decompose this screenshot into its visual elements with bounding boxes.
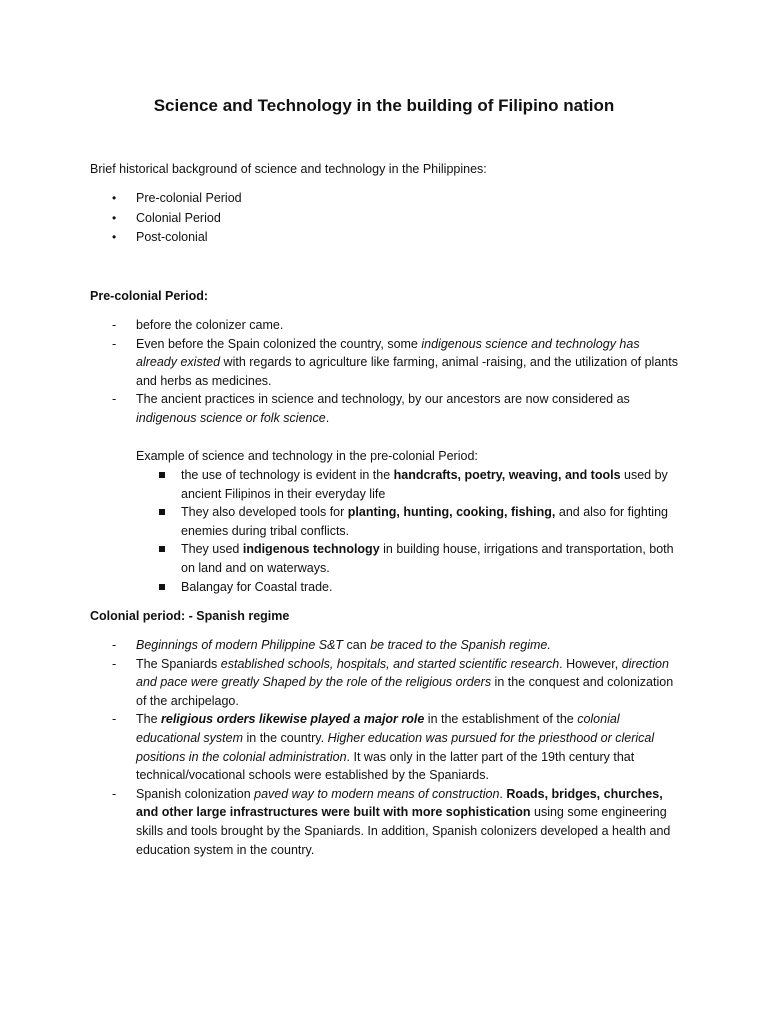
list-item: They used indigenous technology in building house, irrigations and transportation, both on land and on waterways. <box>157 540 677 577</box>
bullet-icon: • <box>112 210 117 225</box>
colonial-heading: Colonial period: - Spanish regime <box>90 609 290 623</box>
bullet-icon: • <box>112 230 117 245</box>
dash-icon: - <box>112 336 117 351</box>
bullet-icon: • <box>112 191 117 205</box>
list-item: • Post-colonial <box>112 228 242 248</box>
intro-text: Brief historical background of science and technology in the Philippines: <box>90 162 487 176</box>
list-item: - The ancient practices in science and technology, by our ancestors are now considered as indigenous science or folk science. <box>112 392 630 425</box>
list-item: They also developed tools for planting, hunting, cooking, fishing, and also for fighting enemies during tribal conflicts. <box>157 503 677 540</box>
dash-icon: - <box>112 786 117 801</box>
precolonial-list <box>112 316 682 428</box>
square-bullet-icon <box>159 509 165 515</box>
list-item: • Pre-colonial Period <box>112 189 242 209</box>
list-item: - Spanish colonization paved way to modern means of construction. Roads, bridges, churches, and other large infrastructures were built with more sophistication using some engineering skills and tools brought by the Spaniards. In addition, Spanish colonizers developed a health and education system in the country. <box>112 786 671 857</box>
dash-icon: - <box>112 318 117 332</box>
example-list <box>157 466 677 596</box>
list-item: - before the colonizer came. <box>112 316 682 335</box>
list-item: - The religious orders likewise played a major role in the establishment of the colonial educational system in the country. Higher education was pursued for the priesthood or clerical positions in the colonial administration. It was only in the latter part of the 19th century that technical/vocational schools were established by the Spaniards. <box>112 712 655 783</box>
list-item: - The Spaniards established schools, hospitals, and started scientific research. However, direction and pace were greatly Shaped by the role of the religious orders in the conquest and colonization of the archipelago. <box>112 656 674 708</box>
square-bullet-icon <box>159 584 165 590</box>
example-heading: Example of science and technology in the pre-colonial Period: <box>136 449 478 463</box>
dash-icon: - <box>112 712 117 727</box>
dash-icon: - <box>112 656 117 671</box>
list-item: - Even before the Spain colonized the country, some indigenous science and technology has already existed with regards to agriculture like farming, animal -raising, and the utilization of plants and herbs as medicines. <box>112 336 678 388</box>
list-item: Balangay for Coastal trade. <box>157 578 677 597</box>
period-list <box>112 189 242 248</box>
document-title: Science and Technology in the building of Filipino nation <box>153 96 615 115</box>
precolonial-heading: Pre-colonial Period: <box>90 289 209 303</box>
square-bullet-icon <box>159 546 165 552</box>
dash-icon: - <box>112 392 117 407</box>
square-bullet-icon <box>159 472 165 478</box>
list-item: the use of technology is evident in the handcrafts, poetry, weaving, and tools used by ancient Filipinos in their everyday life <box>157 466 677 503</box>
colonial-list <box>112 636 682 859</box>
list-item: • Colonial Period <box>112 209 242 229</box>
dash-icon: - <box>112 638 117 652</box>
list-item: - Beginnings of modern Philippine S&T can be traced to the Spanish regime. <box>112 636 682 655</box>
